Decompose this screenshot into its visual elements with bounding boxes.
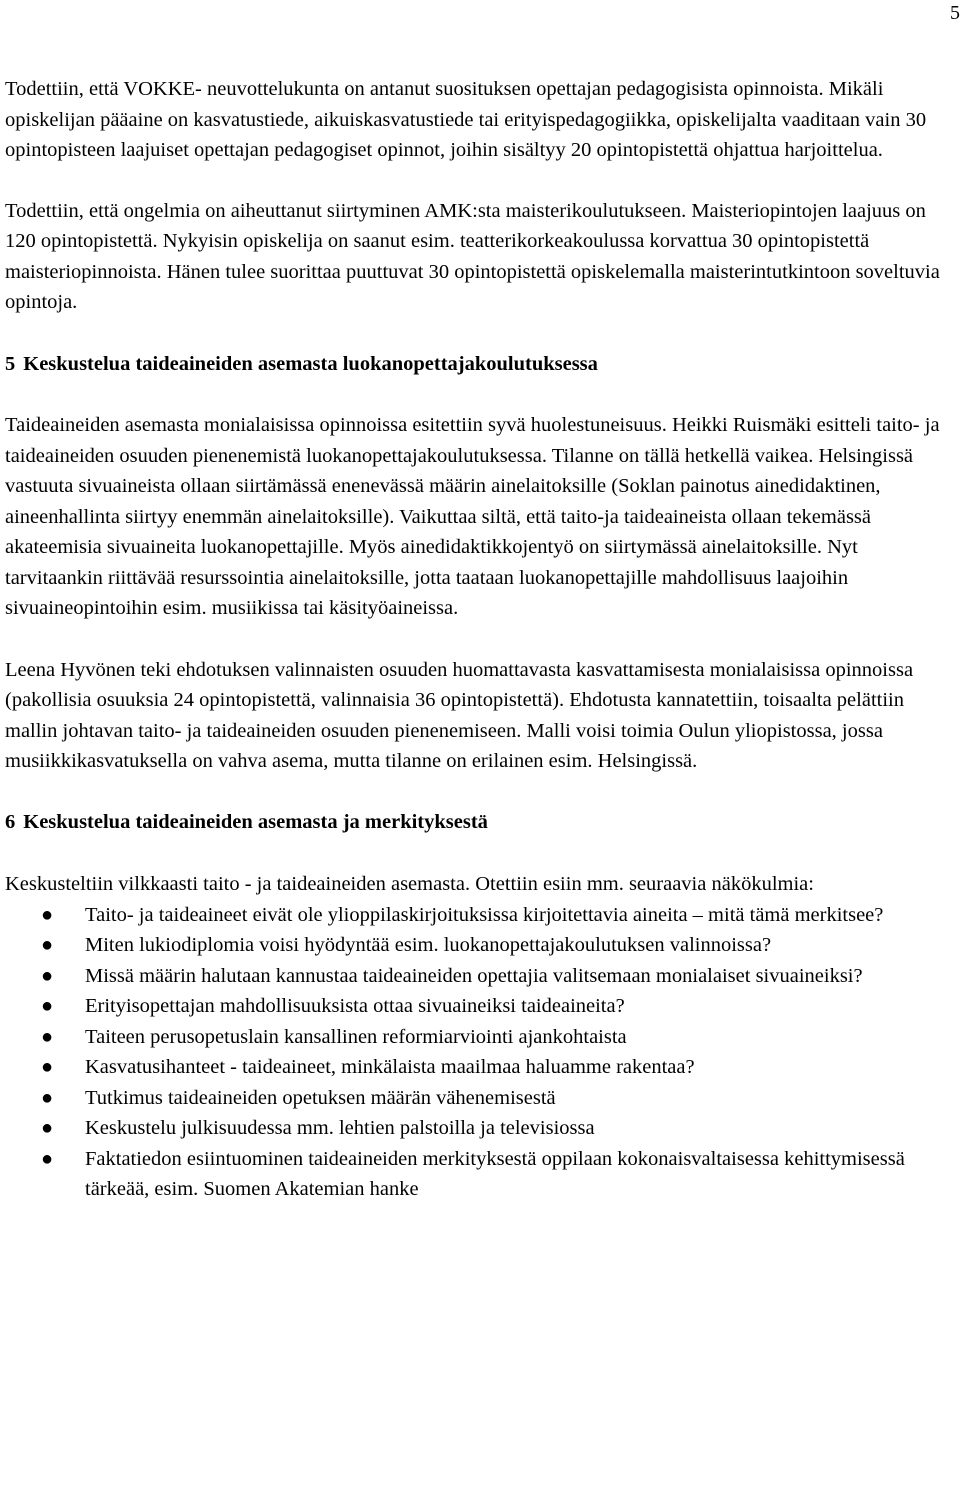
bullet-icon: ● [41,995,54,1017]
list-item-text: Miten lukiodiplomia voisi hyödyntää esim. luokanopettajakoulutuksen valinnoissa? [85,934,772,956]
section-title: Keskustelua taideaineiden asemasta ja merkityksestä [23,810,488,833]
list-item-text: Taito- ja taideaineet eivät ole ylioppilaskirjoituksissa kirjoitettavia aineita – mitä tämä merkitsee? [85,903,884,926]
list-item-text: Erityisopettajan mahdollisuuksista ottaa sivuaineiksi taideaineita? [85,995,625,1017]
section-number: 5 [5,352,16,375]
document-body [5,74,945,1205]
bullet-icon: ● [41,1147,54,1170]
list-item-text: Kasvatusihanteet - taideaineet, minkälaista maailmaa haluamme rakentaa? [85,1056,695,1078]
bullet-icon: ● [41,1117,54,1139]
list-item [5,1083,945,1114]
bullet-icon: ● [41,903,54,926]
list-item-text: Taiteen perusopetuslain kansallinen reformiarviointi ajankohtaista [85,1025,627,1048]
paragraph-vokke: Todettiin, että VOKKE- neuvottelukunta on antanut suosituksen opettajan pedagogisista opinnoista. Mikäli opiskelijan pääaine on kasvatustiede, aikuiskasvatustiede tai erityispedagogiikka, opiskelijalta vaaditaan vain 30 opintopisteen laajuiset opettajan pedagogiset opinnot, joihin sisältyy 20 opintopistettä ohjattua harjoittelua. [5,78,927,161]
paragraph-taideaineet: Taideaineiden asemasta monialaisissa opinnoissa esitettiin syvä huolestuneisuus. Heikki Ruismäki esitteli taito- ja taideaineiden osuuden pienenemistä luokanopettajakoulutuksessa. Tilanne on tällä hetkellä vaikea. Helsingissä vastuuta sivuaineista ollaan siirtämässä enenevässä määrin ainelaitoksille (Soklan painotus ainedidaktinen, aineenhallinta siirtyy enemmän ainelaitoksille). Vaikuttaa siltä, että taito-ja taideaineista ollaan tekemässä akateemisia sivuaineita luokanopettajille. Myös ainedidaktikkojentyö on siirtymässä ainelaitoksille. Nyt tarvitaankin riittävää resurssointia ainelaitoksille, jotta taataan luokanopettajille mahdollisuus laajoihin sivuaineopintoihin esim. musiikissa tai käsityöaineissa. [5,414,940,619]
section-heading-5 [5,349,945,380]
list-item [5,930,945,961]
viewpoint-list [5,900,945,1205]
list-item [5,1022,945,1053]
list-item [5,991,945,1022]
page-number: 5 [950,2,960,24]
section-heading-6 [5,807,945,838]
bullet-icon: ● [41,1056,54,1078]
bullet-icon: ● [41,1025,54,1048]
list-item [5,900,945,931]
list-item-text: Keskustelu julkisuudessa mm. lehtien palstoilla ja televisiossa [85,1117,595,1139]
list-item-text: Missä määrin halutaan kannustaa taideaineiden opettajia valitsemaan monialaiset sivuaineiksi? [85,964,863,987]
list-item [5,1113,945,1144]
bullet-icon: ● [41,964,54,987]
list-item-text: Tutkimus taideaineiden opetuksen määrän vähenemisestä [85,1086,556,1109]
paragraph-amk: Todettiin, että ongelmia on aiheuttanut siirtyminen AMK:sta maisterikoulutukseen. Maisteriopintojen laajuus on 120 opintopistettä. Nykyisin opiskelija on saanut esim. teatterikorkeakoulussa korvattua 30 opintopistettä maisteriopinnoista. Hänen tulee suorittaa puuttuvat 30 opintopistettä opiskelemalla maisterintutkintoon soveltuvia opintoja. [5,199,940,313]
paragraph-keskustelu: Keskusteltiin vilkkaasti taito - ja taideaineiden asemasta. Otettiin esiin mm. seuraavia näkökulmia: [5,873,814,895]
section-title: Keskustelua taideaineiden asemasta luokanopettajakoulutuksessa [23,352,598,375]
list-item [5,961,945,992]
list-item-text: Faktatiedon esiintuominen taideaineiden merkityksestä oppilaan kokonaisvaltaisessa kehittymisessä tärkeää, esim. Suomen Akatemian hanke [85,1147,905,1200]
list-item [5,1052,945,1083]
bullet-icon: ● [41,1086,54,1109]
bullet-icon: ● [41,934,54,956]
list-item [5,1144,945,1205]
section-number: 6 [5,810,16,833]
paragraph-hyvonen: Leena Hyvönen teki ehdotuksen valinnaisten osuuden huomattavasta kasvattamisesta monialaisissa opinnoissa (pakollisia osuuksia 24 opintopistettä, valinnaisia 36 opintopistettä). Ehdotusta kannatettiin, toisaalta pelättiin mallin johtavan taito- ja taideaineiden osuuden pienenemiseen. Malli voisi toimia Oulun yliopistossa, jossa musiikkikasvatuksella on vahva asema, mutta tilanne on erilainen esim. Helsingissä. [5,658,914,772]
